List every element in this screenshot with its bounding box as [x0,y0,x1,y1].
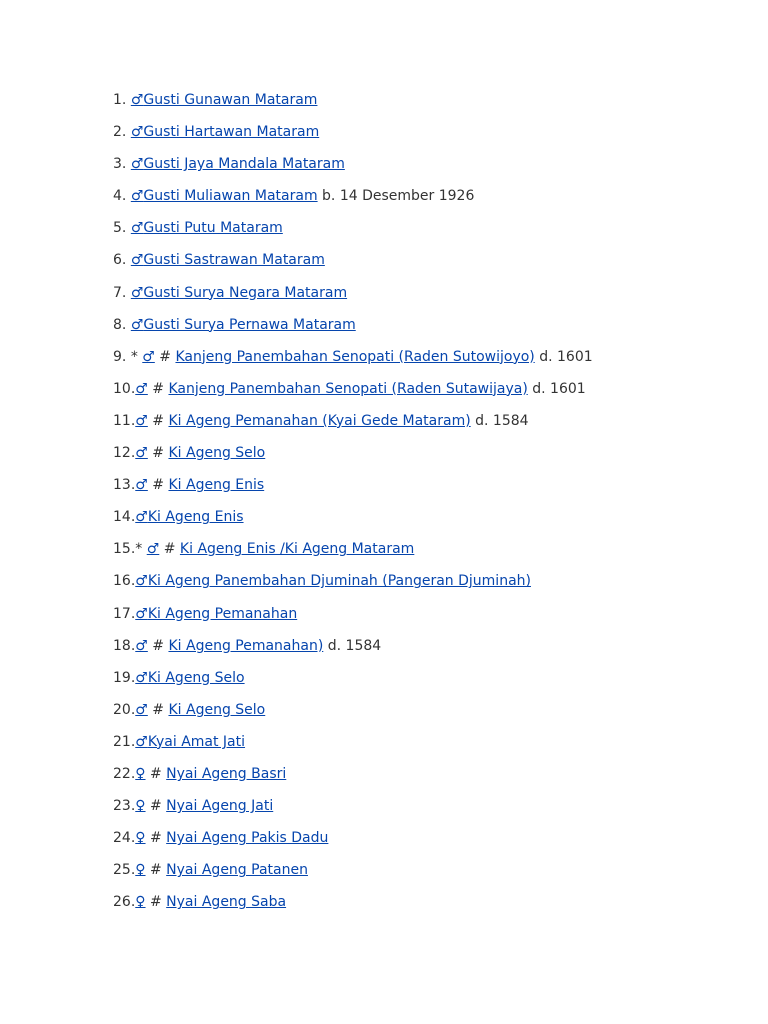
male-symbol-icon[interactable]: ♂ [135,509,148,526]
item-hash: # [159,541,180,558]
item-hash: # [147,380,169,397]
person-link[interactable]: Nyai Ageng Basri [166,765,287,782]
list-item [113,507,593,539]
female-symbol-icon[interactable]: ♀ [135,862,146,879]
item-number: 2. [113,124,131,141]
item-number: 19. [113,669,136,686]
item-number: 15. [113,541,136,558]
item-number: 18. [113,637,136,654]
male-symbol-icon[interactable]: ♂ [135,412,148,429]
item-number: 6. [113,252,131,269]
female-symbol-icon[interactable]: ♀ [135,798,146,815]
person-link[interactable]: Gusti Putu Mataram [143,220,283,237]
item-marker: * [135,541,147,558]
item-hash: # [145,765,167,782]
item-number: 13. [113,477,136,494]
item-number: 12. [113,445,136,462]
list-item [113,636,593,668]
person-link[interactable]: Gusti Jaya Mandala Mataram [143,156,345,173]
item-number: 16. [113,573,136,590]
male-symbol-icon[interactable]: ♂ [130,220,144,237]
list-item [113,186,593,218]
male-symbol-icon[interactable]: ♂ [130,252,144,269]
male-symbol-icon[interactable]: ♂ [135,477,148,494]
list-item [113,379,593,411]
item-number: 4. [113,188,131,205]
male-symbol-icon[interactable]: ♂ [130,92,144,108]
male-symbol-icon[interactable]: ♂ [130,156,144,173]
list-item [113,315,593,347]
male-symbol-icon[interactable]: ♂ [135,669,148,686]
male-symbol-icon[interactable]: ♂ [130,284,144,301]
item-number: 8. [113,316,131,333]
person-link[interactable]: Nyai Ageng Patanen [166,862,308,879]
item-hash: # [147,637,169,654]
list-item [113,347,593,379]
male-symbol-icon[interactable]: ♂ [135,380,148,397]
item-number: 14. [113,509,136,526]
item-number: 26. [113,894,136,911]
female-symbol-icon[interactable]: ♀ [135,765,146,782]
item-number: 11. [113,412,136,429]
list-item [113,443,593,475]
person-link[interactable]: Ki Ageng Pemanahan (Kyai Gede Mataram) [168,412,471,429]
list-item [113,283,593,315]
list-item [113,154,593,186]
list-item [113,90,593,122]
list-item [113,250,593,282]
item-number: 24. [113,830,136,847]
item-hash: # [154,348,176,365]
person-link[interactable]: Nyai Ageng Saba [166,894,287,911]
list-item [113,892,593,924]
person-link[interactable]: Ki Ageng Selo [147,669,245,686]
male-symbol-icon[interactable]: ♂ [130,316,144,333]
male-symbol-icon[interactable]: ♂ [135,445,148,462]
item-number: 9. [113,348,131,365]
item-number: 20. [113,701,136,718]
item-dates: d. 1584 [470,412,529,429]
list-item [113,668,593,700]
person-link[interactable]: Gusti Gunawan Mataram [143,92,318,108]
item-hash: # [147,701,169,718]
male-symbol-icon[interactable]: ♂ [130,188,144,205]
male-symbol-icon[interactable]: ♂ [135,573,148,590]
item-number: 23. [113,798,136,815]
item-hash: # [145,894,167,911]
list-item [113,475,593,507]
person-link[interactable]: Gusti Sastrawan Mataram [143,252,325,269]
list-item [113,122,593,154]
male-symbol-icon[interactable]: ♂ [142,348,155,365]
male-symbol-icon[interactable]: ♂ [146,541,160,558]
people-list [113,90,593,924]
person-link[interactable]: Gusti Surya Pernawa Mataram [143,316,356,333]
list-item [113,411,593,443]
item-marker: * [130,348,143,365]
male-symbol-icon[interactable]: ♂ [130,124,144,141]
person-link[interactable]: Nyai Ageng Pakis Dadu [166,830,329,847]
item-number: 1. [113,92,131,108]
item-hash: # [145,798,167,815]
item-hash: # [147,412,169,429]
list-item [113,218,593,250]
list-item [113,860,593,892]
person-link[interactable]: Ki Ageng Enis [147,509,244,526]
item-number: 7. [113,284,131,301]
item-hash: # [145,830,167,847]
female-symbol-icon[interactable]: ♀ [135,894,146,911]
list-item [113,700,593,732]
item-number: 10. [113,380,136,397]
female-symbol-icon[interactable]: ♀ [135,830,146,847]
person-link[interactable]: Ki Ageng Pemanahan) [168,637,324,654]
male-symbol-icon[interactable]: ♂ [135,637,148,654]
male-symbol-icon[interactable]: ♂ [135,605,148,622]
item-dates: d. 1601 [534,348,593,365]
list-item [113,732,593,764]
person-link[interactable]: Ki Ageng Enis [168,477,265,494]
item-number: 25. [113,862,136,879]
person-link[interactable]: Ki Ageng Pemanahan [147,605,298,622]
list-item [113,764,593,796]
item-number: 5. [113,220,131,237]
item-dates: d. 1601 [527,380,586,397]
item-number: 21. [113,733,136,750]
item-number: 3. [113,156,131,173]
person-link[interactable]: Kanjeng Panembahan Senopati (Raden Sutawijaya) [168,380,528,397]
person-link[interactable]: Kyai Amat Jati [147,733,246,750]
person-link[interactable]: Ki Ageng Enis /Ki Ageng Mataram [179,541,415,558]
list-item [113,604,593,636]
male-symbol-icon[interactable]: ♂ [135,733,148,750]
list-item [113,539,593,571]
person-link[interactable]: Gusti Muliawan Mataram [143,188,318,205]
person-link[interactable]: Kanjeng Panembahan Senopati (Raden Sutowijoyo) [175,348,535,365]
person-link[interactable]: Ki Ageng Panembahan Djuminah (Pangeran Djuminah) [147,573,531,590]
item-dates: d. 1584 [323,637,382,654]
person-link[interactable]: Ki Ageng Selo [168,445,266,462]
list-item [113,571,593,603]
item-number: 22. [113,765,136,782]
list-item [113,796,593,828]
item-hash: # [147,477,169,494]
item-dates: b. 14 Desember 1926 [317,188,475,205]
person-link[interactable]: Gusti Surya Negara Mataram [143,284,348,301]
person-link[interactable]: Nyai Ageng Jati [166,798,274,815]
person-link[interactable]: Ki Ageng Selo [168,701,266,718]
item-number: 17. [113,605,136,622]
male-symbol-icon[interactable]: ♂ [135,701,148,718]
item-hash: # [147,445,169,462]
list-item [113,828,593,860]
item-hash: # [145,862,167,879]
person-link[interactable]: Gusti Hartawan Mataram [143,124,320,141]
